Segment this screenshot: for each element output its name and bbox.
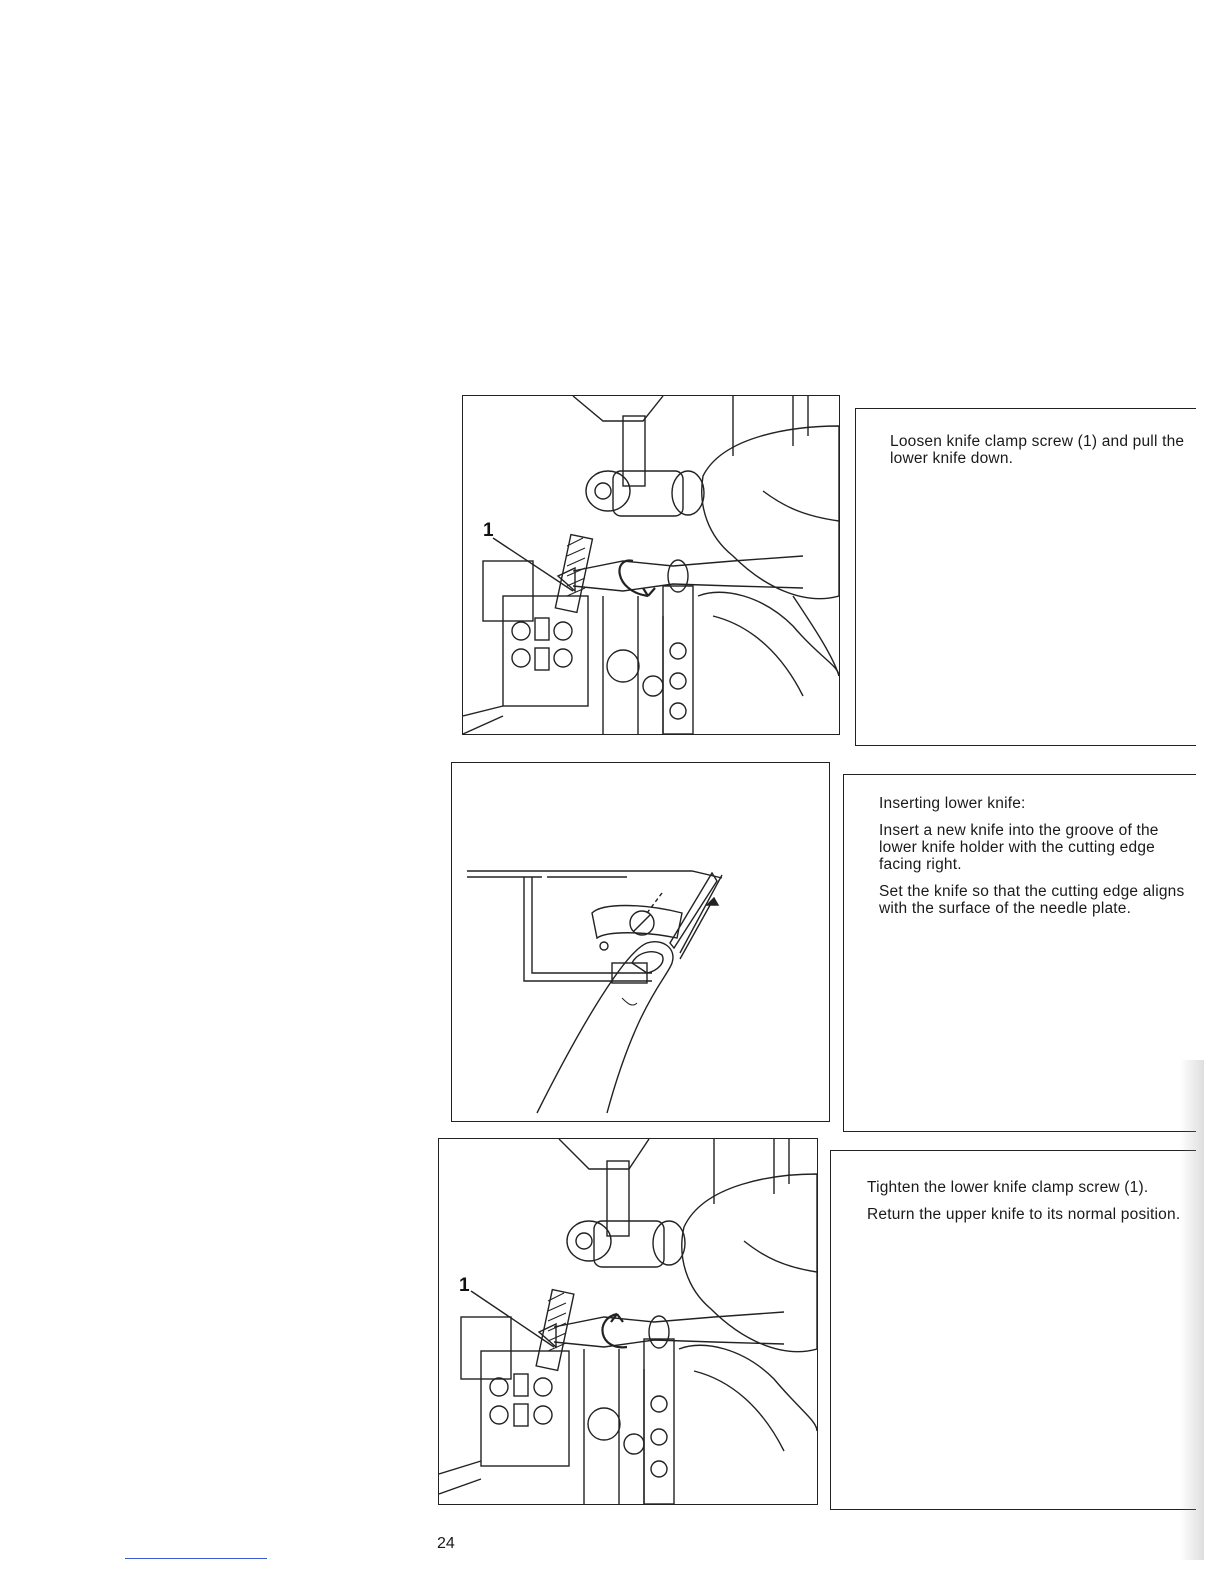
instruction-box-2 <box>843 774 1196 1132</box>
machine-illustration-2 <box>439 1139 817 1504</box>
figure-insert-knife <box>451 762 830 1122</box>
instruction-box-3 <box>830 1150 1196 1510</box>
step3-text-return: Return the upper knife to its normal position. <box>867 1206 1181 1223</box>
step3-text-tighten: Tighten the lower knife clamp screw (1). <box>867 1179 1149 1196</box>
page-number: 24 <box>437 1535 455 1552</box>
step2-text-insert: Insert a new knife into the groove of the lower knife holder with the cutting edge facing right. <box>879 822 1159 873</box>
label-screw-1: 1 <box>483 520 494 541</box>
figure-loosen-screw <box>462 395 840 735</box>
scan-shadow <box>1180 1060 1204 1560</box>
footer-rule <box>125 1558 267 1559</box>
knife-insert-illustration <box>452 763 829 1121</box>
instruction-box-1 <box>855 408 1196 746</box>
figure-tighten-screw <box>438 1138 818 1505</box>
label-screw-1b: 1 <box>459 1275 470 1296</box>
step2-heading: Inserting lower knife: <box>879 795 1026 812</box>
step1-text: Loosen knife clamp screw (1) and pull the lower knife down. <box>890 433 1185 467</box>
machine-illustration-1 <box>463 396 839 734</box>
step2-text-align: Set the knife so that the cutting edge aligns with the surface of the needle plate. <box>879 883 1185 917</box>
